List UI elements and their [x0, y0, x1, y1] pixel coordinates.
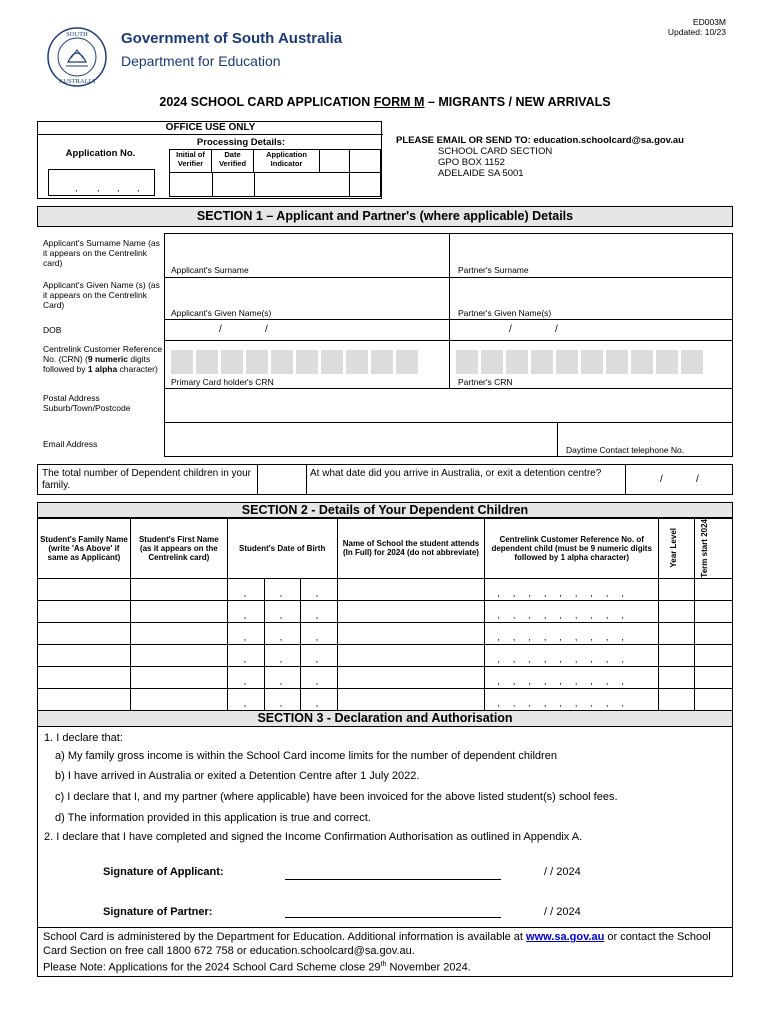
declare-c: c) I declare that I, and my partner (where applicable) have been invoiced for the above listed student(s) school fees.: [55, 791, 618, 803]
applicant-given-caption: Applicant's Given Name(s): [171, 308, 272, 318]
given-name-label: Applicant's Given Name (s) (as it appears on the Centrelink Card): [43, 280, 160, 310]
child-first-input[interactable]: [130, 622, 227, 644]
child-term-input[interactable]: [694, 578, 732, 600]
child-year-input[interactable]: [659, 688, 695, 710]
child-first-input[interactable]: [130, 688, 227, 710]
dept-name: Department for Education: [121, 53, 281, 69]
initial-verifier-input[interactable]: [170, 173, 212, 196]
processing-details-label: Processing Details:: [196, 137, 286, 148]
footer-note: Please Note: Applications for the 2024 School Card Scheme close 29th November 2024.: [43, 961, 471, 974]
address-line-3: GPO BOX 1152: [438, 157, 505, 168]
primary-crn-input[interactable]: [165, 341, 450, 389]
section1-fields: [164, 233, 733, 457]
child-crn-input[interactable]: ,,,,,,,,,: [485, 644, 659, 666]
child-family-input[interactable]: [38, 600, 131, 622]
signature-partner-line[interactable]: [285, 916, 501, 918]
child-school-input[interactable]: [337, 600, 485, 622]
child-family-input[interactable]: [38, 578, 131, 600]
child-term-input[interactable]: [694, 622, 732, 644]
initial-verifier-header: Initial of Verifier: [170, 150, 212, 172]
sa-government-seal-logo: [46, 26, 108, 88]
declare-a: a) My family gross income is within the School Card income limits for the number of dependent children: [55, 750, 557, 762]
application-indicator-input[interactable]: [255, 173, 320, 196]
child-dob-input[interactable]: , , ,: [227, 600, 337, 622]
svg-text:SOUTH: SOUTH: [66, 31, 88, 38]
partner-surname-caption: Partner's Surname: [458, 265, 529, 275]
child-year-input[interactable]: [659, 600, 695, 622]
child-school-input[interactable]: [337, 644, 485, 666]
daytime-phone-caption: Daytime Contact telephone No.: [566, 445, 685, 455]
partner-given-input[interactable]: [450, 278, 732, 320]
primary-crn-caption: Primary Card holder's CRN: [171, 377, 274, 387]
declare-item-2: 2. I declare that I have completed and signed the Income Confirmation Authorisation as outlined in Appendix A.: [44, 831, 583, 843]
child-school-input[interactable]: [337, 622, 485, 644]
child-term-input[interactable]: [694, 600, 732, 622]
child-term-input[interactable]: [694, 688, 732, 710]
child-row: [38, 666, 733, 688]
postal-address-input[interactable]: [165, 389, 732, 423]
address-line-2: SCHOOL CARD SECTION: [438, 146, 553, 157]
signature-partner-label: Signature of Partner:: [103, 906, 213, 918]
child-first-input[interactable]: [130, 644, 227, 666]
child-first-input[interactable]: [130, 578, 227, 600]
org-name: Government of South Australia: [121, 30, 343, 47]
partner-crn-input[interactable]: [450, 341, 732, 389]
child-dob-input[interactable]: , , ,: [227, 622, 337, 644]
arrival-date-input[interactable]: / /: [625, 465, 732, 494]
postal-address-label: Postal Address Suburb/Town/Postcode: [43, 393, 131, 413]
col-term-start: Term start 2024: [694, 519, 732, 579]
child-year-input[interactable]: [659, 578, 695, 600]
email-address-input[interactable]: [165, 423, 557, 456]
section1-table: [37, 233, 733, 457]
footer-info: School Card is administered by the Department for Education. Additional information is available at www.sa.gov.au or contact the School Card Section on free call 1800 672 758 or education.schoolcard@sa.gov.au.: [43, 931, 711, 957]
partner-given-caption: Partner's Given Name(s): [458, 308, 552, 318]
signature-applicant-label: Signature of Applicant:: [103, 866, 224, 878]
section2-header: SECTION 2 - Details of Your Dependent Children: [37, 502, 733, 518]
child-dob-input[interactable]: , , ,: [227, 688, 337, 710]
col-school: Name of School the student attends (In Full) for 2024 (do not abbreviate): [337, 519, 485, 579]
crn-label: Centrelink Customer Reference No. (CRN) (9 numeric digits followed by 1 alpha character): [43, 344, 163, 374]
daytime-phone-input[interactable]: [557, 423, 732, 456]
date-verified-header: Date Verified: [212, 150, 254, 172]
application-no-input[interactable]: , , , ,: [48, 169, 155, 196]
col-child-crn: Centrelink Customer Reference No. of dependent child (must be 9 numeric digits followed by 1 alpha character): [485, 519, 659, 579]
arrival-question: At what date did you arrive in Australia, or exit a detention centre?: [310, 468, 602, 479]
child-first-input[interactable]: [130, 666, 227, 688]
child-row: [38, 688, 733, 710]
child-crn-input[interactable]: ,,,,,,,,,: [485, 688, 659, 710]
child-year-input[interactable]: [659, 644, 695, 666]
mailing-address: [396, 135, 684, 179]
child-family-input[interactable]: [38, 688, 131, 710]
email-address-label: Email Address: [43, 439, 98, 449]
child-row: [38, 644, 733, 666]
col-dob: Student's Date of Birth: [227, 519, 337, 579]
child-school-input[interactable]: [337, 666, 485, 688]
child-school-input[interactable]: [337, 688, 485, 710]
dependents-arrival-row: [37, 464, 733, 495]
signature-partner-date[interactable]: / / 2024: [544, 906, 581, 918]
dob-label: DOB: [43, 325, 62, 335]
col-family-name: Student's Family Name (write 'As Above' if same as Applicant): [38, 519, 131, 579]
child-crn-input[interactable]: ,,,,,,,,,: [485, 600, 659, 622]
declare-item-1: 1. I declare that:: [44, 732, 123, 744]
section3-body: [37, 727, 733, 927]
form-title: 2024 SCHOOL CARD APPLICATION FORM M – MIGRANTS / NEW ARRIVALS: [159, 95, 611, 109]
applicant-surname-input[interactable]: [165, 234, 450, 278]
form-code-block: [668, 17, 726, 37]
child-school-input[interactable]: [337, 578, 485, 600]
child-crn-input[interactable]: ,,,,,,,,,: [485, 666, 659, 688]
child-year-input[interactable]: [659, 622, 695, 644]
child-row: [38, 578, 733, 600]
application-indicator-header: Application Indicator: [254, 150, 320, 172]
applicant-given-input[interactable]: [165, 278, 450, 320]
footer-box: [37, 927, 733, 977]
dependents-count-input[interactable]: [257, 465, 307, 494]
declare-d: d) The information provided in this application is true and correct.: [55, 812, 371, 824]
form-code: ED003M: [692, 17, 726, 27]
col-first-name: Student's First Name (as it appears on the Centrelink card): [130, 519, 227, 579]
child-dob-input[interactable]: , , ,: [227, 666, 337, 688]
application-no-label: Application No.: [65, 148, 136, 159]
child-crn-input[interactable]: ,,,,,,,,,: [485, 622, 659, 644]
office-use-box: [37, 121, 382, 199]
updated-date: Updated: 10/23: [667, 27, 726, 37]
child-term-input[interactable]: [694, 666, 732, 688]
processing-grid: [169, 149, 381, 197]
child-crn-input[interactable]: ,,,,,,,,,: [485, 578, 659, 600]
email-send-line: PLEASE EMAIL OR SEND TO: education.schoolcard@sa.gov.au: [396, 135, 684, 146]
child-family-input[interactable]: [38, 644, 131, 666]
partner-surname-input[interactable]: [450, 234, 732, 278]
child-year-input[interactable]: [659, 666, 695, 688]
declare-b: b) I have arrived in Australia or exited a Detention Centre after 1 July 2022.: [55, 770, 420, 782]
signature-applicant-date[interactable]: / / 2024: [544, 866, 581, 878]
section3-header: SECTION 3 - Declaration and Authorisation: [37, 710, 733, 727]
svg-text:AUSTRALIA: AUSTRALIA: [58, 78, 96, 85]
surname-label: Applicant's Surname Name (as it appears on the Centrelink card): [43, 238, 160, 268]
sa-gov-link[interactable]: www.sa.gov.au: [526, 931, 605, 943]
child-family-input[interactable]: [38, 622, 131, 644]
child-first-input[interactable]: [130, 600, 227, 622]
signature-applicant-line[interactable]: [285, 878, 501, 880]
child-row: [38, 622, 733, 644]
address-line-4: ADELAIDE SA 5001: [438, 168, 524, 179]
child-term-input[interactable]: [694, 644, 732, 666]
partner-crn-caption: Partner's CRN: [458, 377, 513, 387]
child-dob-input[interactable]: , , ,: [227, 644, 337, 666]
dependents-question: The total number of Dependent children in your family.: [42, 468, 252, 491]
child-family-input[interactable]: [38, 666, 131, 688]
children-table: [37, 518, 733, 711]
office-use-heading: OFFICE USE ONLY: [38, 122, 383, 135]
applicant-dob-input[interactable]: / /: [165, 320, 450, 341]
child-dob-input[interactable]: , , ,: [227, 578, 337, 600]
section1-header: SECTION 1 – Applicant and Partner's (where applicable) Details: [37, 206, 733, 227]
child-row: [38, 600, 733, 622]
partner-dob-input[interactable]: / /: [450, 320, 732, 341]
date-verified-input[interactable]: [213, 173, 254, 196]
col-year-level: Year Level: [659, 519, 695, 579]
applicant-surname-caption: Applicant's Surname: [171, 265, 249, 275]
